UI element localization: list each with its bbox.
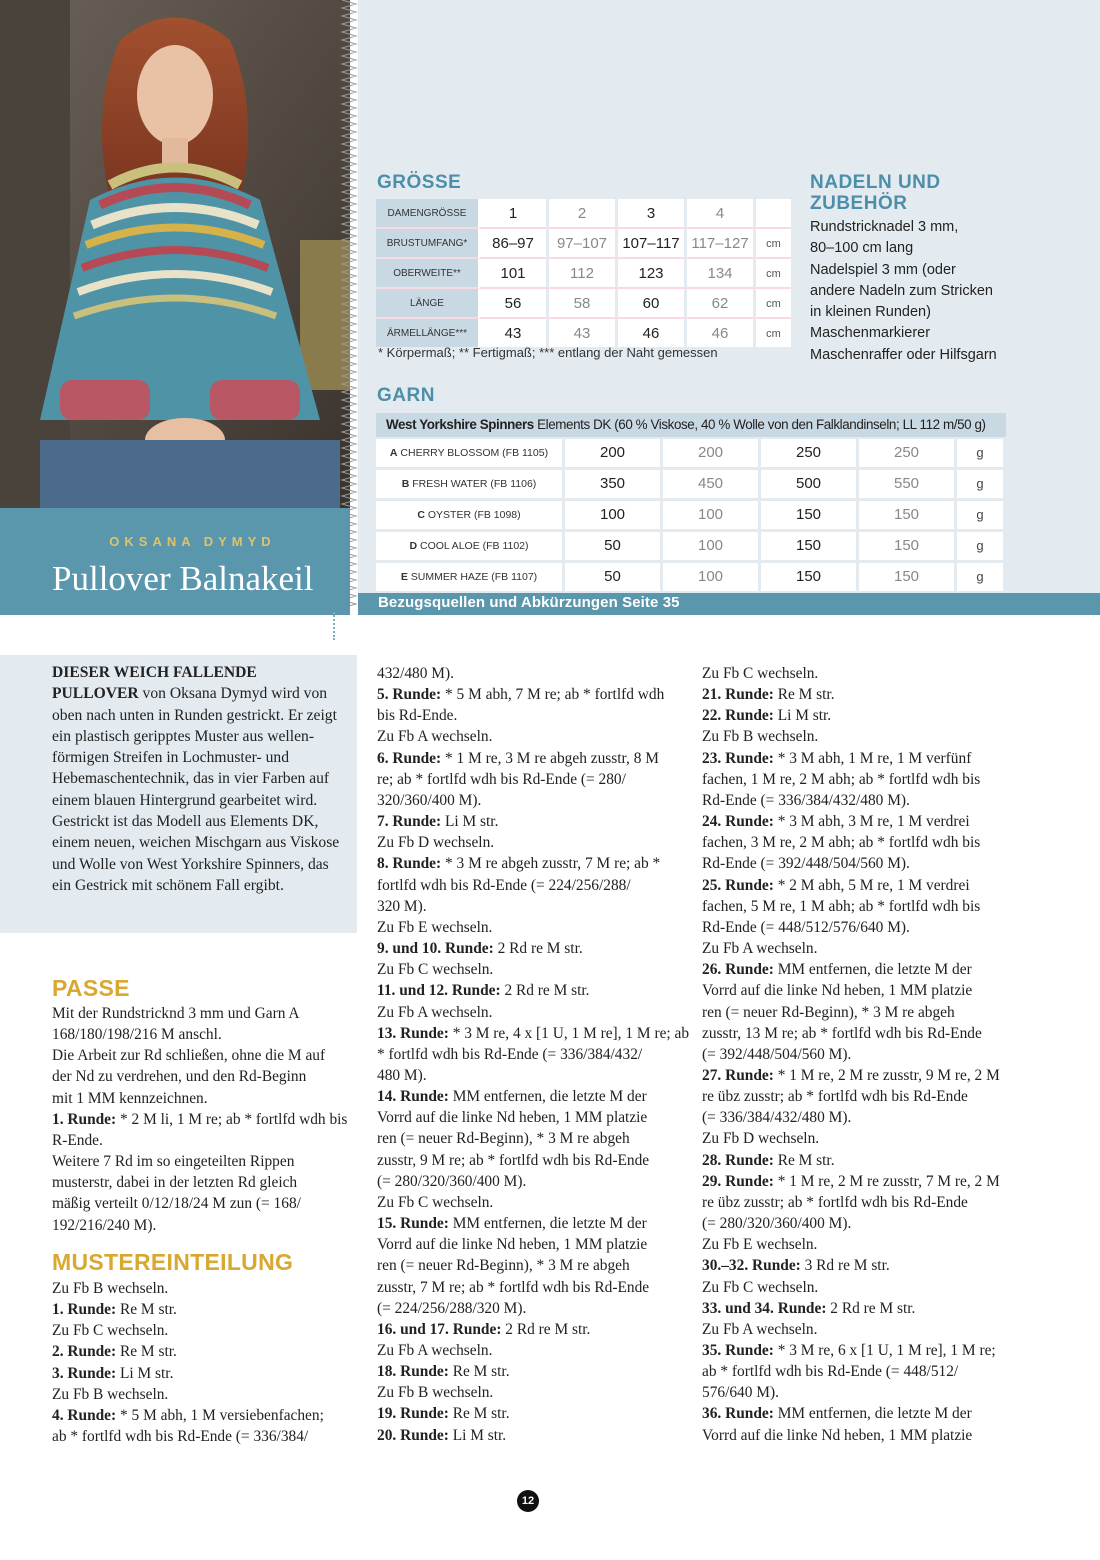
text-line: 13. Runde: * 3 M re, 4 x [1 U, 1 M re], 1 M re; ab bbox=[377, 1024, 690, 1042]
text-line: 1. Runde: * 2 M li, 1 M re; ab * fortlfd wdh bis bbox=[52, 1110, 348, 1128]
size-unit: cm bbox=[756, 259, 791, 289]
text-line: 2. Runde: Re M str. bbox=[52, 1343, 177, 1361]
size-row bbox=[376, 229, 791, 259]
text-line: R-Ende. bbox=[52, 1131, 103, 1149]
text-line: re übz zusstr; ab * fortlfd wdh bis Rd-Ende bbox=[702, 1193, 968, 1211]
size-value: 97–107 bbox=[549, 229, 618, 259]
size-row-label: ÄRMELLÄNGE*** bbox=[376, 319, 480, 347]
yarn-color-label bbox=[376, 439, 565, 470]
yarn-color-label bbox=[376, 501, 565, 532]
text-line: (= 224/256/288/320 M). bbox=[377, 1299, 527, 1317]
yarn-heading: GARN bbox=[377, 385, 435, 406]
size-value: 2 bbox=[549, 199, 618, 229]
needles-line: Nadelspiel 3 mm (oder bbox=[810, 261, 956, 278]
yarn-brand: West Yorkshire Spinners bbox=[386, 417, 534, 432]
text-line: 432/480 M). bbox=[377, 665, 454, 682]
text-line: Vorrd auf die linke Nd heben, 1 MM platzie bbox=[702, 1426, 973, 1444]
text-line: Rd-Ende (= 392/448/504/560 M). bbox=[702, 855, 910, 873]
text-line: Zu Fb C wechseln. bbox=[377, 961, 494, 979]
text-line: fachen, 5 M re, 1 M abh; ab * fortlfd wdh bis bbox=[702, 897, 981, 915]
yarn-unit: g bbox=[957, 439, 1003, 470]
yarn-amount: 100 bbox=[565, 501, 663, 532]
title-band bbox=[0, 508, 350, 615]
text-line: 30.–32. Runde: 3 Rd re M str. bbox=[702, 1257, 890, 1275]
yarn-amount: 550 bbox=[859, 470, 957, 501]
yarn-amount: 250 bbox=[761, 439, 859, 470]
text-line: Zu Fb C wechseln. bbox=[702, 1278, 819, 1296]
size-row-label: OBERWEITE** bbox=[376, 259, 480, 289]
passe-heading: PASSE bbox=[52, 975, 130, 1001]
size-row bbox=[376, 259, 791, 289]
text-line: Rd-Ende (= 448/512/576/640 M). bbox=[702, 918, 910, 936]
text-line: 20. Runde: Li M str. bbox=[377, 1426, 507, 1444]
size-value: 3 bbox=[618, 199, 687, 229]
size-row bbox=[376, 319, 791, 347]
size-value: 46 bbox=[618, 319, 687, 347]
text-line: 11. und 12. Runde: 2 Rd re M str. bbox=[377, 982, 590, 1000]
text-line: bis Rd-Ende. bbox=[377, 707, 458, 725]
yarn-letter: A bbox=[389, 446, 398, 459]
size-value: 43 bbox=[549, 319, 618, 347]
sources-text: Bezugsquellen und Abkürzungen Seite 35 bbox=[378, 594, 680, 611]
text-line: 480 M). bbox=[377, 1066, 427, 1084]
text-line: Zu Fb C wechseln. bbox=[377, 1193, 494, 1211]
text-line: (= 336/384/432/480 M). bbox=[702, 1109, 852, 1127]
yarn-amount: 100 bbox=[663, 532, 761, 563]
text-line: fachen, 1 M re, 2 M abh; ab * fortlfd wdh bis bbox=[702, 770, 981, 788]
text-line: 1. Runde: Re M str. bbox=[52, 1301, 177, 1319]
author-name: OKSANA DYMYD bbox=[109, 534, 276, 549]
text-line: Rd-Ende (= 336/384/432/480 M). bbox=[702, 791, 910, 809]
yarn-amount: 100 bbox=[663, 563, 761, 591]
yarn-description bbox=[376, 413, 1006, 437]
text-line: 18. Runde: Re M str. bbox=[377, 1363, 510, 1381]
yarn-color-name: SUMMER HAZE (FB 1107) bbox=[407, 570, 538, 583]
text-line: 22. Runde: Li M str. bbox=[702, 707, 832, 725]
text-line: 14. Runde: MM entfernen, die letzte M der bbox=[377, 1088, 647, 1106]
needles-heading-line-1: NADELN UND bbox=[810, 172, 941, 193]
text-line: ren (= neuer Rd-Beginn), * 3 M re abgeh bbox=[377, 1130, 630, 1148]
yarn-row bbox=[376, 563, 1003, 591]
text-line: re übz zusstr; ab * fortlfd wdh bis Rd-Ende bbox=[702, 1088, 968, 1106]
text-line: Vorrd auf die linke Nd heben, 1 MM platzie bbox=[702, 982, 973, 1000]
yarn-color-name: FRESH WATER (FB 1106) bbox=[409, 477, 537, 490]
text-line: 4. Runde: * 5 M abh, 1 M versiebenfachen; bbox=[52, 1406, 324, 1424]
text-line: Weitere 7 Rd im so eingeteilten Rippen bbox=[52, 1153, 295, 1171]
size-value: 134 bbox=[687, 259, 756, 289]
text-line: 8. Runde: * 3 M re abgeh zusstr, 7 M re; ab * bbox=[377, 855, 661, 873]
text-line: 26. Runde: MM entfernen, die letzte M der bbox=[702, 961, 972, 979]
text-line: 168/180/198/216 M anschl. bbox=[52, 1026, 222, 1044]
yarn-color-name: OYSTER (FB 1098) bbox=[424, 508, 521, 521]
text-line: fachen, 3 M re, 2 M abh; ab * fortlfd wdh bis bbox=[702, 834, 981, 852]
yarn-unit: g bbox=[957, 501, 1003, 532]
size-value: 101 bbox=[480, 259, 549, 289]
yarn-amount: 100 bbox=[663, 501, 761, 532]
needles-line: andere Nadeln zum Stricken bbox=[810, 282, 993, 299]
model-photo bbox=[0, 0, 350, 508]
yarn-amount: 200 bbox=[565, 439, 663, 470]
size-row-label: LÄNGE bbox=[376, 289, 480, 319]
text-line: (= 280/320/360/400 M). bbox=[702, 1215, 852, 1233]
sizes-heading: GRÖSSE bbox=[377, 172, 462, 193]
text-line: 3. Runde: Li M str. bbox=[52, 1364, 174, 1382]
muster-heading: MUSTEREINTEILUNG bbox=[52, 1249, 294, 1275]
yarn-letter: B bbox=[401, 477, 410, 490]
yarn-letter: C bbox=[417, 508, 425, 521]
size-row bbox=[376, 199, 791, 229]
needles-heading-line-2: ZUBEHÖR bbox=[810, 193, 908, 214]
text-line: Zu Fb E wechseln. bbox=[377, 918, 493, 936]
yarn-amount: 150 bbox=[859, 532, 957, 563]
size-value: 112 bbox=[549, 259, 618, 289]
text-line: mäßig verteilt 0/12/18/24 M zun (= 168/ bbox=[52, 1195, 301, 1213]
size-row-label: DAMENGRÖSSE bbox=[376, 199, 480, 229]
size-footnote: * Körpermaß; ** Fertigmaß; *** entlang der Naht gemessen bbox=[378, 345, 718, 360]
needles-line: in kleinen Runden) bbox=[810, 304, 931, 321]
text-line: Zu Fb A wechseln. bbox=[702, 1320, 818, 1338]
text-line: Zu Fb B wechseln. bbox=[52, 1280, 169, 1297]
size-value: 4 bbox=[687, 199, 756, 229]
yarn-amount: 150 bbox=[761, 563, 859, 591]
text-line: 24. Runde: * 3 M abh, 3 M re, 1 M verdrei bbox=[702, 813, 970, 831]
page-number: 12 bbox=[517, 1490, 539, 1512]
yarn-letter: E bbox=[400, 570, 408, 583]
text-line: 33. und 34. Runde: 2 Rd re M str. bbox=[702, 1299, 916, 1317]
size-unit: cm bbox=[756, 289, 791, 319]
yarn-table bbox=[376, 439, 1003, 591]
size-value: 86–97 bbox=[480, 229, 549, 259]
text-line: Zu Fb D wechseln. bbox=[377, 834, 495, 852]
yarn-amount: 450 bbox=[663, 470, 761, 501]
text-line: Zu Fb C wechseln. bbox=[702, 665, 819, 682]
text-line: 16. und 17. Runde: 2 Rd re M str. bbox=[377, 1320, 591, 1338]
needles-line: Maschenraffer oder Hilfsgarn bbox=[810, 346, 997, 363]
text-line: 7. Runde: Li M str. bbox=[377, 813, 499, 831]
muster-text bbox=[52, 1278, 352, 1447]
text-line: Zu Fb A wechseln. bbox=[377, 1003, 493, 1021]
yarn-letter: D bbox=[409, 539, 418, 552]
text-line: 320/360/400 M). bbox=[377, 791, 482, 809]
text-line: Zu Fb A wechseln. bbox=[702, 940, 818, 958]
yarn-amount: 350 bbox=[565, 470, 663, 501]
yarn-color-name: COOL ALOE (FB 1102) bbox=[417, 539, 529, 552]
text-line: Zu Fb B wechseln. bbox=[377, 1384, 494, 1402]
text-line: Zu Fb A wechseln. bbox=[377, 1342, 493, 1359]
yarn-amount: 150 bbox=[761, 532, 859, 563]
text-line: zusstr, 7 M re; ab * fortlfd wdh bis Rd-Ende bbox=[377, 1278, 650, 1296]
right-column bbox=[702, 663, 1012, 1446]
text-line: 29. Runde: * 1 M re, 2 M re zusstr, 7 M re, 2 M bbox=[702, 1172, 1000, 1190]
text-line: 21. Runde: Re M str. bbox=[702, 686, 835, 704]
size-value: 123 bbox=[618, 259, 687, 289]
text-line: 320 M). bbox=[377, 897, 427, 915]
text-line: 25. Runde: * 2 M abh, 5 M re, 1 M verdrei bbox=[702, 876, 970, 894]
text-line: Zu Fb A wechseln. bbox=[377, 728, 493, 746]
text-line: 27. Runde: * 1 M re, 2 M re zusstr, 9 M re, 2 M bbox=[702, 1066, 1000, 1084]
passe-text bbox=[52, 1003, 352, 1236]
yarn-unit: g bbox=[957, 563, 1003, 591]
sources-band bbox=[358, 593, 1100, 615]
text-line: * fortlfd wdh bis Rd-Ende (= 336/384/432/ bbox=[377, 1045, 643, 1063]
text-line: 28. Runde: Re M str. bbox=[702, 1151, 835, 1169]
yarn-amount: 250 bbox=[859, 439, 957, 470]
text-line: der Nd zu verdrehen, und den Rd-Beginn bbox=[52, 1068, 307, 1086]
yarn-row bbox=[376, 439, 1003, 470]
needles-heading bbox=[810, 172, 1010, 214]
needles-line: Maschenmarkierer bbox=[810, 325, 931, 342]
yarn-amount: 150 bbox=[859, 501, 957, 532]
text-line: fortlfd wdh bis Rd-Ende (= 224/256/288/ bbox=[377, 876, 631, 894]
size-value: 46 bbox=[687, 319, 756, 347]
size-row bbox=[376, 289, 791, 319]
size-unit: cm bbox=[756, 319, 791, 347]
text-line: ab * fortlfd wdh bis Rd-Ende (= 448/512/ bbox=[702, 1363, 959, 1381]
text-line: ren (= neuer Rd-Beginn), * 3 M re abgeh bbox=[702, 1003, 955, 1021]
size-value: 43 bbox=[480, 319, 549, 347]
text-line: 19. Runde: Re M str. bbox=[377, 1405, 510, 1423]
page-title: Pullover Balnakeil bbox=[52, 559, 314, 598]
size-value: 1 bbox=[480, 199, 549, 229]
model-photo-icon bbox=[0, 0, 350, 508]
size-value: 58 bbox=[549, 289, 618, 319]
text-line: mit 1 MM kennzeichnen. bbox=[52, 1089, 208, 1107]
intro-body: von Oksana Dymyd wird von oben nach unten in Runden gestrickt. Er zeigt ein plastisch geripptes Muster aus wellenförmigen Streifen in Lochmuster- und Hebemaschentechnik, das in vier Farben auf einem blauen Hintergrund gearbeitet wird. Gestrickt ist das Modell aus Elements DK, einem neuen, weichen Mischgarn aus Viskose und Wolle von West Yorkshire Spinners, das ein Gestrick mit schönem Fall ergibt. bbox=[52, 685, 340, 894]
text-line: re; ab * fortlfd wdh bis Rd-Ende (= 280/ bbox=[377, 770, 626, 788]
yarn-row bbox=[376, 501, 1003, 532]
text-line: 35. Runde: * 3 M re, 6 x [1 U, 1 M re], 1 M re; bbox=[702, 1342, 996, 1359]
text-line: 9. und 10. Runde: 2 Rd re M str. bbox=[377, 940, 583, 958]
text-line: Zu Fb D wechseln. bbox=[702, 1130, 820, 1148]
size-value: 56 bbox=[480, 289, 549, 319]
yarn-color-label bbox=[376, 470, 565, 501]
text-line: 576/640 M). bbox=[702, 1384, 779, 1402]
size-row-label: BRUSTUMFANG* bbox=[376, 229, 480, 259]
yarn-unit: g bbox=[957, 470, 1003, 501]
text-line: (= 392/448/504/560 M). bbox=[702, 1045, 852, 1063]
text-line: Zu Fb C wechseln. bbox=[52, 1322, 169, 1340]
intro-text bbox=[52, 662, 344, 896]
dotted-divider bbox=[333, 612, 337, 640]
yarn-amount: 200 bbox=[663, 439, 761, 470]
intro-box bbox=[0, 655, 357, 933]
text-line: ab * fortlfd wdh bis Rd-Ende (= 336/384/ bbox=[52, 1428, 309, 1446]
text-line: zusstr, 13 M re; ab * fortlfd wdh bis Rd-Ende bbox=[702, 1024, 982, 1042]
size-value: 117–127 bbox=[687, 229, 756, 259]
needles-line: Rundstricknadel 3 mm, bbox=[810, 219, 959, 235]
yarn-amount: 150 bbox=[859, 563, 957, 591]
text-line: Die Arbeit zur Rd schließen, ohne die M auf bbox=[52, 1047, 326, 1065]
yarn-unit: g bbox=[957, 532, 1003, 563]
text-line: Zu Fb E wechseln. bbox=[702, 1236, 818, 1254]
size-unit: cm bbox=[756, 229, 791, 259]
text-line: ren (= neuer Rd-Beginn), * 3 M re abgeh bbox=[377, 1257, 630, 1275]
yarn-row bbox=[376, 470, 1003, 501]
text-line: Mit der Rundstricknd 3 mm und Garn A bbox=[52, 1005, 300, 1022]
yarn-amount: 150 bbox=[761, 501, 859, 532]
text-line: Zu Fb B wechseln. bbox=[52, 1385, 169, 1403]
size-value: 107–117 bbox=[618, 229, 687, 259]
text-line: Vorrd auf die linke Nd heben, 1 MM platzie bbox=[377, 1109, 648, 1127]
size-value: 60 bbox=[618, 289, 687, 319]
text-line: Zu Fb B wechseln. bbox=[702, 728, 819, 746]
yarn-amount: 500 bbox=[761, 470, 859, 501]
text-line: 15. Runde: MM entfernen, die letzte M der bbox=[377, 1215, 647, 1233]
text-line: Vorrd auf die linke Nd heben, 1 MM platzie bbox=[377, 1236, 648, 1254]
text-line: 192/216/240 M). bbox=[52, 1216, 157, 1234]
text-line: musterstr, dabei in der letzten Rd gleich bbox=[52, 1174, 298, 1192]
yarn-color-label bbox=[376, 563, 565, 591]
text-line: (= 280/320/360/400 M). bbox=[377, 1172, 527, 1190]
text-line: zusstr, 9 M re; ab * fortlfd wdh bis Rd-Ende bbox=[377, 1151, 650, 1169]
yarn-color-label bbox=[376, 532, 565, 563]
yarn-row bbox=[376, 532, 1003, 563]
needles-line: 80–100 cm lang bbox=[810, 240, 914, 257]
yarn-color-name: CHERRY BLOSSOM (FB 1105) bbox=[397, 446, 549, 459]
middle-column bbox=[377, 663, 690, 1446]
size-unit bbox=[756, 199, 791, 229]
text-line: 6. Runde: * 1 M re, 3 M re abgeh zusstr, 8 M bbox=[377, 749, 659, 767]
yarn-desc: Elements DK (60 % Viskose, 40 % Wolle von den Falklandinseln; LL 112 m/50 g) bbox=[533, 417, 986, 432]
yarn-amount: 50 bbox=[565, 563, 663, 591]
text-line: 36. Runde: MM entfernen, die letzte M der bbox=[702, 1405, 972, 1423]
text-line: 23. Runde: * 3 M abh, 1 M re, 1 M verfünf bbox=[702, 749, 972, 767]
size-table bbox=[376, 199, 791, 347]
intro-lead: DIESER WEICH FALLENDE PULLOVER bbox=[52, 664, 257, 703]
size-value: 62 bbox=[687, 289, 756, 319]
yarn-amount: 50 bbox=[565, 532, 663, 563]
text-line: 5. Runde: * 5 M abh, 7 M re; ab * fortlfd wdh bbox=[377, 686, 665, 704]
needles-list bbox=[810, 217, 1010, 366]
